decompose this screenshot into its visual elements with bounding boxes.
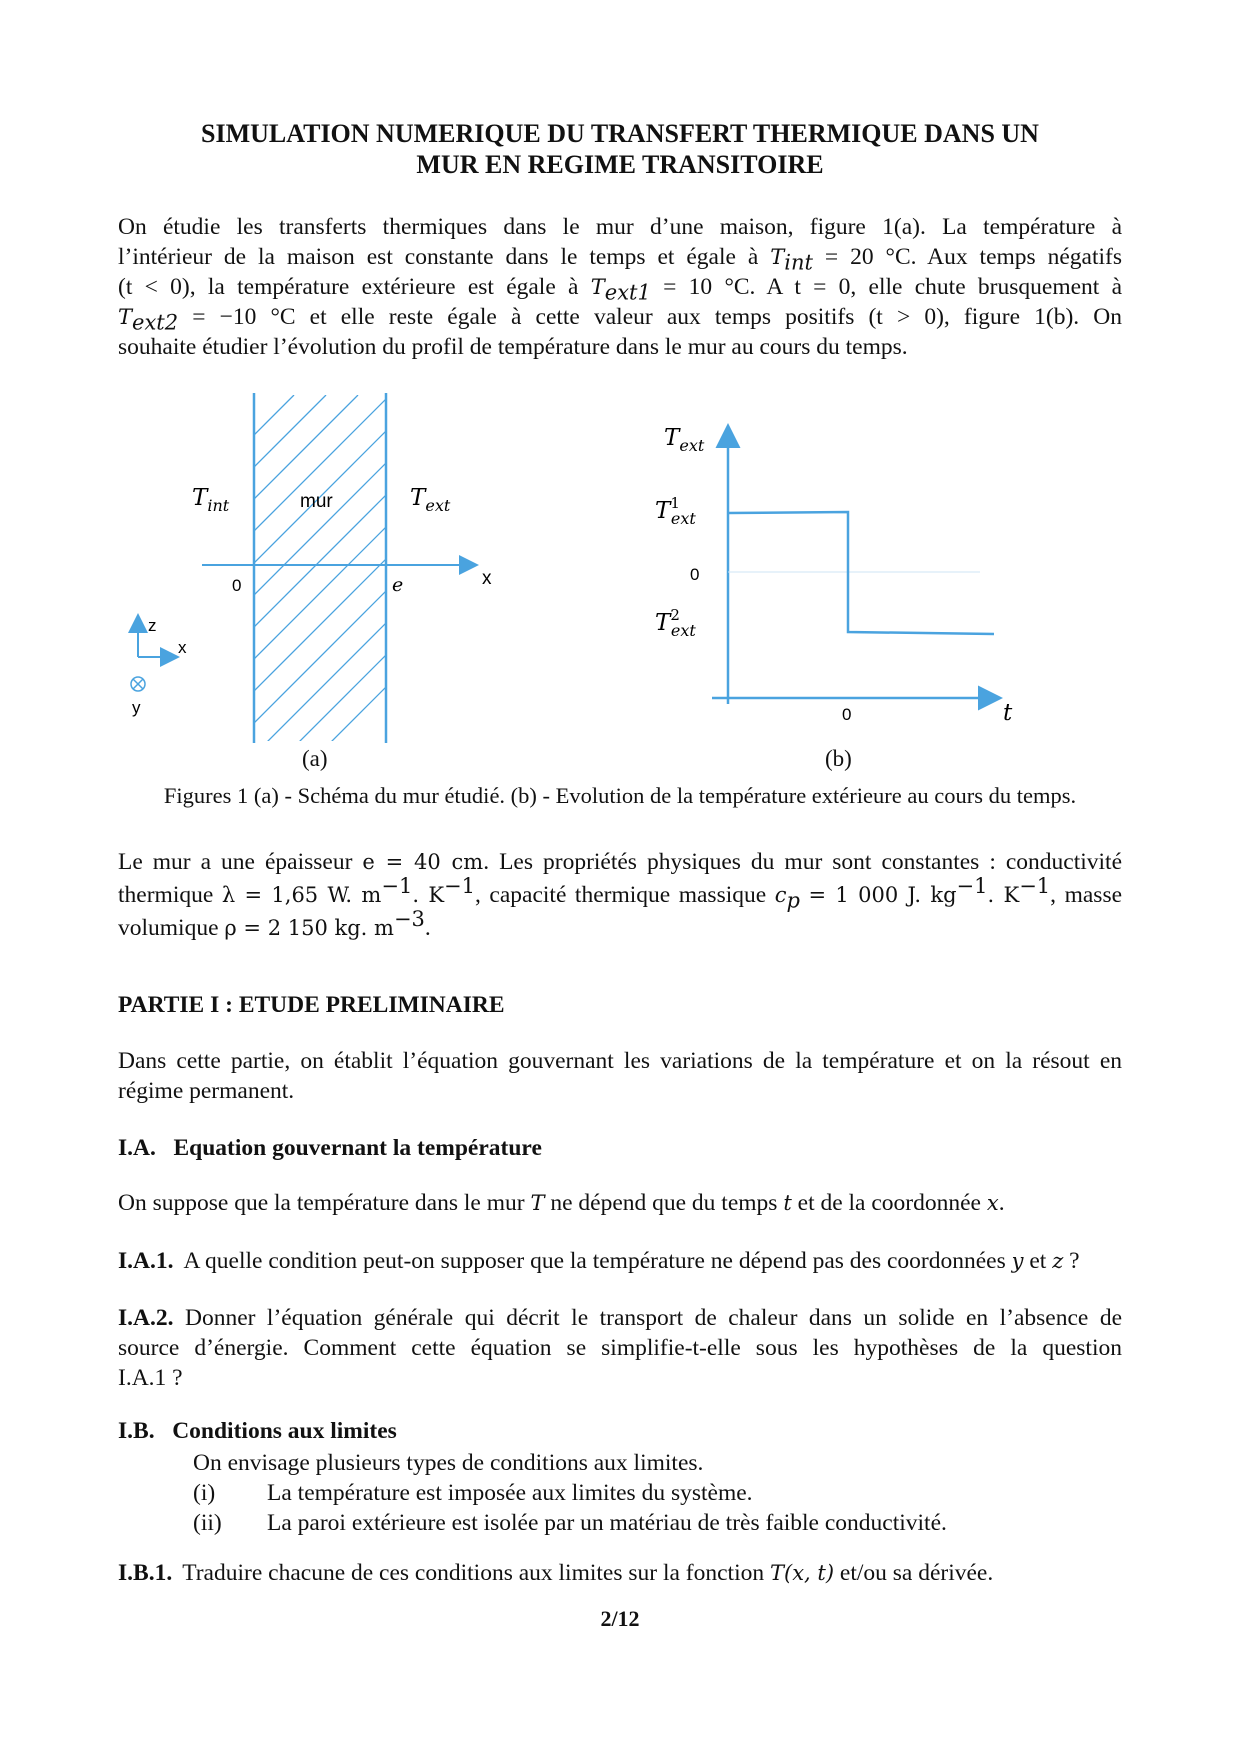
- intro-line-2: l’intérieur de la maison est constante dans le temps et égale à $T_{int} = 20$ °C. Aux temps négatifs: [118, 244, 1123, 275]
- t-ext-label: $T_{ext}$: [410, 485, 451, 515]
- ib1-label: I.B.1.: [118, 1560, 173, 1586]
- zero-label: 0: [690, 565, 700, 584]
- title-line-1: SIMULATION NUMERIQUE DU TRANSFERT THERMIQUE DANS UN: [201, 119, 1039, 148]
- intro-paragraph: [118, 212, 1122, 362]
- ib-item-num-1: (i): [193, 1480, 216, 1506]
- wall-hatching: [254, 395, 500, 745]
- figure-a-sublabel: (a): [302, 746, 328, 771]
- figure-caption: Figures 1 (a) - Schéma du mur étudié. (b) - Evolution de la température extérieure au cours du temps.: [163, 783, 1077, 808]
- properties-paragraph: [118, 846, 1122, 945]
- ia2-label: I.A.2.: [118, 1305, 174, 1331]
- axis-triad: [131, 616, 187, 717]
- figure-b-sublabel: (b): [825, 746, 852, 771]
- ia1-label: I.A.1.: [118, 1248, 174, 1274]
- ib-heading: I.B. Conditions aux limites: [118, 1418, 397, 1444]
- wall-label: mur: [300, 491, 333, 512]
- t-axis-label: t: [1003, 700, 1013, 726]
- intro-line-4: $T_{ext2} = -10$ °C et elle reste égale à cette valeur aux temps positifs (t > 0), figure 1(b). On: [118, 304, 1122, 335]
- ib-intro: On envisage plusieurs types de conditions aux limites.: [193, 1450, 704, 1476]
- figure-a-wall-diagram: [120, 385, 500, 745]
- t-ext-axis-label: $T_{ext}$: [664, 425, 705, 455]
- part1-intro: [118, 1046, 1122, 1106]
- part1-intro-line-2: régime permanent.: [118, 1078, 295, 1104]
- ia-heading: I.A. Equation gouvernant la température: [118, 1135, 542, 1161]
- ia2-line-3: I.A.1 ?: [118, 1365, 183, 1391]
- t-ext1-label: $T^1$ ext: [655, 494, 696, 528]
- ia2-line-2: source d’énergie. Comment cette équation se simplifie-t-elle sous les hypothèses de la question: [118, 1335, 1122, 1361]
- ib-item-text-1: La température est imposée aux limites du système.: [267, 1480, 753, 1506]
- triad-y-label: y: [132, 698, 141, 717]
- properties-line-3: volumique ρ = 2 150 kg. $m^{-3}$.: [118, 907, 431, 941]
- figure-b-temperature-step: [650, 420, 1030, 730]
- ia-statement: On suppose que la température dans le mur T ne dépend que du temps t et de la coordonnée x.: [118, 1190, 1005, 1216]
- x-axis-label: x: [482, 568, 492, 589]
- page-number: 2/12: [600, 1606, 640, 1631]
- intro-line-1: On étudie les transferts thermiques dans le mur d’une maison, figure 1(a). La température à: [118, 214, 1122, 240]
- document-title: [120, 118, 1120, 180]
- ib1-question: I.B.1. Traduire chacune de ces conditions aux limites sur la fonction T(x, t) et/ou sa dérivée.: [118, 1560, 994, 1586]
- triad-x-label: x: [178, 638, 187, 657]
- step-curve: [728, 512, 994, 634]
- triad-z-label: z: [148, 616, 157, 635]
- intro-line-3: (t < 0), la température extérieure est égale à $T_{ext1} = 10$ °C. A t = 0, elle chute brusquement à: [118, 274, 1123, 305]
- intro-line-5: souhaite étudier l’évolution du profil de température dans le mur au cours du temps.: [118, 334, 908, 360]
- e-label: e: [392, 574, 404, 596]
- ib-item-text-2: La paroi extérieure est isolée par un matériau de très faible conductivité.: [267, 1510, 947, 1536]
- properties-line-1: Le mur a une épaisseur e = 40 cm. Les propriétés physiques du mur sont constantes : conductivité: [118, 849, 1122, 875]
- t-int-label: $T_{int}$: [192, 485, 230, 515]
- t-ext2-label: $T^2$ ext: [655, 606, 696, 640]
- ia2-line-1: I.A.2. Donner l’équation générale qui décrit le transport de chaleur dans un solide en l’absence de: [118, 1305, 1122, 1331]
- properties-line-2: thermique λ = 1,65 W. $m^{-1}$. $K^{-1}$, capacité thermique massique $c_p = 1$ 000 J. $kg^{-1}$. $K^{-1}$, masse: [118, 874, 1123, 913]
- ib-item-num-2: (ii): [193, 1510, 222, 1536]
- ia2-question: [118, 1303, 1122, 1393]
- t-zero-label: 0: [842, 705, 852, 724]
- origin-label: 0: [232, 576, 242, 595]
- ia1-question: I.A.1. A quelle condition peut-on supposer que la température ne dépend pas des coordonnées y et z ?: [118, 1248, 1080, 1274]
- part1-intro-line-1: Dans cette partie, on établit l’équation gouvernant les variations de la température et on la résout en: [118, 1048, 1122, 1074]
- title-line-2: MUR EN REGIME TRANSITOIRE: [416, 150, 824, 179]
- part1-heading: PARTIE I : ETUDE PRELIMINAIRE: [118, 992, 505, 1018]
